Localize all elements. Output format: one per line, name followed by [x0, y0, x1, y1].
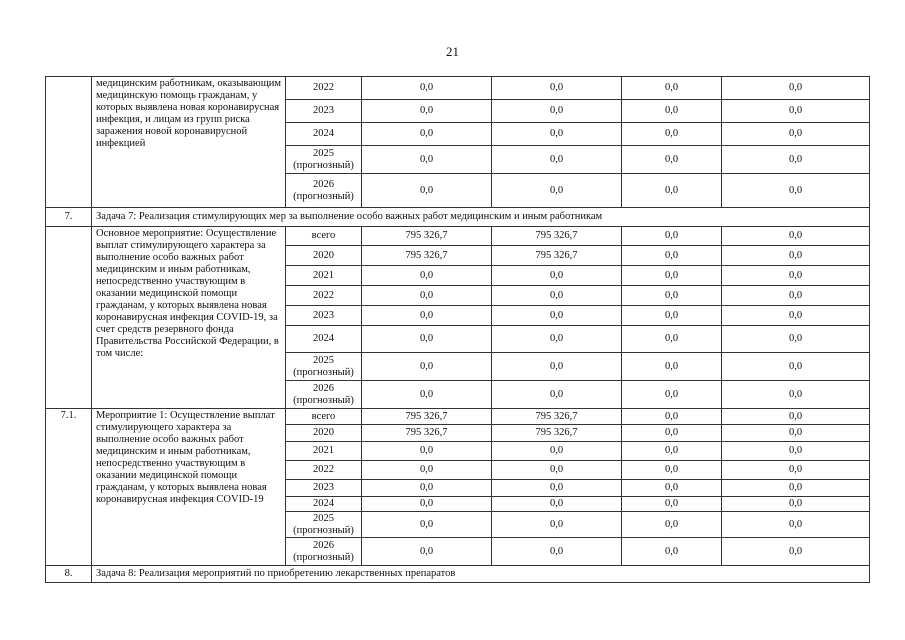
value-cell: 0,0 — [722, 77, 870, 100]
value-cell: 0,0 — [492, 538, 622, 566]
value-cell: 0,0 — [362, 266, 492, 286]
value-cell: 0,0 — [722, 461, 870, 480]
task-number: 8. — [46, 566, 92, 583]
value-cell: 0,0 — [492, 381, 622, 409]
year-cell: 2024 — [286, 326, 362, 353]
value-cell: 0,0 — [622, 174, 722, 208]
value-cell: 795 326,7 — [492, 246, 622, 266]
value-cell: 0,0 — [622, 425, 722, 442]
task-title: Задача 8: Реализация мероприятий по приобретению лекарственных препаратов — [92, 566, 870, 583]
value-cell: 0,0 — [622, 442, 722, 461]
task-number: 7. — [46, 208, 92, 227]
value-cell: 0,0 — [722, 326, 870, 353]
value-cell: 0,0 — [492, 326, 622, 353]
value-cell: 0,0 — [722, 100, 870, 123]
value-cell: 0,0 — [722, 266, 870, 286]
value-cell: 0,0 — [362, 353, 492, 381]
value-cell: 0,0 — [722, 286, 870, 306]
budget-table — [45, 76, 870, 583]
year-cell: 2025 (прогнозный) — [286, 146, 362, 174]
value-cell: 0,0 — [492, 442, 622, 461]
value-cell: 0,0 — [622, 146, 722, 174]
value-cell: 0,0 — [622, 538, 722, 566]
row-number-cell: 7.1. — [46, 409, 92, 566]
value-cell: 0,0 — [722, 227, 870, 246]
value-cell: 0,0 — [492, 146, 622, 174]
value-cell: 0,0 — [362, 146, 492, 174]
value-cell: 0,0 — [492, 306, 622, 326]
value-cell: 0,0 — [622, 123, 722, 146]
year-cell: 2020 — [286, 246, 362, 266]
task-row — [46, 208, 870, 227]
row-number-cell — [46, 227, 92, 409]
page-number: 21 — [446, 44, 459, 59]
table-row — [46, 409, 870, 425]
year-cell: 2023 — [286, 100, 362, 123]
value-cell: 0,0 — [362, 480, 492, 497]
year-cell: 2026 (прогнозный) — [286, 174, 362, 208]
value-cell: 0,0 — [362, 123, 492, 146]
value-cell: 0,0 — [722, 538, 870, 566]
year-cell: 2022 — [286, 286, 362, 306]
value-cell: 0,0 — [362, 174, 492, 208]
value-cell: 0,0 — [722, 353, 870, 381]
value-cell: 0,0 — [622, 227, 722, 246]
measure-description: Мероприятие 1: Осуществление выплат стимулирующего характера за выполнение особо важных работ медицинским и иным работникам, непосредственно участвующим в оказании медицинской помощи гражданам, у которых выявлена новая коронавирусная инфекция COVID-19 — [92, 409, 286, 566]
year-cell: 2025 (прогнозный) — [286, 353, 362, 381]
value-cell: 0,0 — [362, 497, 492, 512]
value-cell: 0,0 — [492, 461, 622, 480]
value-cell: 0,0 — [722, 425, 870, 442]
value-cell: 0,0 — [492, 512, 622, 538]
value-cell: 795 326,7 — [362, 246, 492, 266]
value-cell: 0,0 — [622, 409, 722, 425]
year-cell: 2022 — [286, 77, 362, 100]
table-row — [46, 227, 870, 246]
value-cell: 0,0 — [362, 512, 492, 538]
value-cell: 0,0 — [622, 381, 722, 409]
year-cell: 2026 (прогнозный) — [286, 381, 362, 409]
value-cell: 0,0 — [492, 497, 622, 512]
value-cell: 0,0 — [362, 381, 492, 409]
value-cell: 0,0 — [622, 246, 722, 266]
measure-description: Основное мероприятие: Осуществление выплат стимулирующего характера за выполнение особо важных работ медицинским и иным работникам, непосредственно участвующим в оказании медицинской помощи гражданам, у которых выявлена новая коронавирусная инфекция COVID-19, за счет средств резервного фонда Правительства Российской Федерации, в том числе: — [92, 227, 286, 409]
value-cell: 0,0 — [492, 266, 622, 286]
value-cell: 0,0 — [722, 381, 870, 409]
value-cell: 0,0 — [622, 512, 722, 538]
value-cell: 795 326,7 — [362, 409, 492, 425]
year-cell: 2026 (прогнозный) — [286, 538, 362, 566]
value-cell: 0,0 — [722, 480, 870, 497]
value-cell: 0,0 — [362, 286, 492, 306]
value-cell: 0,0 — [492, 123, 622, 146]
value-cell: 0,0 — [622, 461, 722, 480]
value-cell: 0,0 — [722, 246, 870, 266]
year-cell: всего — [286, 409, 362, 425]
value-cell: 0,0 — [622, 100, 722, 123]
value-cell: 0,0 — [722, 146, 870, 174]
value-cell: 0,0 — [622, 497, 722, 512]
value-cell: 0,0 — [622, 480, 722, 497]
value-cell: 0,0 — [492, 100, 622, 123]
value-cell: 0,0 — [492, 353, 622, 381]
task-row — [46, 566, 870, 583]
value-cell: 0,0 — [622, 353, 722, 381]
measure-description: медицинским работникам, оказывающим медицинскую помощь гражданам, у которых выявлена новая коронавирусная инфекция, и лицам из групп риска заражения новой коронавирусной инфекцией — [92, 77, 286, 208]
year-cell: 2021 — [286, 266, 362, 286]
value-cell: 0,0 — [722, 409, 870, 425]
table-row — [46, 77, 870, 100]
year-cell: 2024 — [286, 497, 362, 512]
year-cell: 2021 — [286, 442, 362, 461]
value-cell: 0,0 — [622, 266, 722, 286]
value-cell: 0,0 — [722, 512, 870, 538]
value-cell: 0,0 — [362, 461, 492, 480]
value-cell: 0,0 — [492, 174, 622, 208]
task-title: Задача 7: Реализация стимулирующих мер за выполнение особо важных работ медицинским и иным работникам — [92, 208, 870, 227]
year-cell: 2025 (прогнозный) — [286, 512, 362, 538]
value-cell: 795 326,7 — [492, 425, 622, 442]
value-cell: 0,0 — [622, 286, 722, 306]
value-cell: 0,0 — [362, 538, 492, 566]
row-number-cell — [46, 77, 92, 208]
value-cell: 0,0 — [492, 77, 622, 100]
value-cell: 0,0 — [722, 174, 870, 208]
value-cell: 0,0 — [722, 123, 870, 146]
value-cell: 0,0 — [622, 306, 722, 326]
value-cell: 0,0 — [492, 286, 622, 306]
value-cell: 0,0 — [622, 326, 722, 353]
value-cell: 795 326,7 — [492, 409, 622, 425]
year-cell: 2022 — [286, 461, 362, 480]
value-cell: 0,0 — [362, 306, 492, 326]
value-cell: 0,0 — [722, 306, 870, 326]
year-cell: 2023 — [286, 306, 362, 326]
value-cell: 0,0 — [492, 480, 622, 497]
value-cell: 795 326,7 — [362, 227, 492, 246]
year-cell: 2020 — [286, 425, 362, 442]
year-cell: 2023 — [286, 480, 362, 497]
value-cell: 0,0 — [362, 442, 492, 461]
value-cell: 0,0 — [362, 326, 492, 353]
year-cell: всего — [286, 227, 362, 246]
value-cell: 0,0 — [362, 100, 492, 123]
year-cell: 2024 — [286, 123, 362, 146]
value-cell: 0,0 — [622, 77, 722, 100]
value-cell: 0,0 — [722, 497, 870, 512]
value-cell: 795 326,7 — [492, 227, 622, 246]
value-cell: 0,0 — [362, 77, 492, 100]
value-cell: 0,0 — [722, 442, 870, 461]
value-cell: 795 326,7 — [362, 425, 492, 442]
